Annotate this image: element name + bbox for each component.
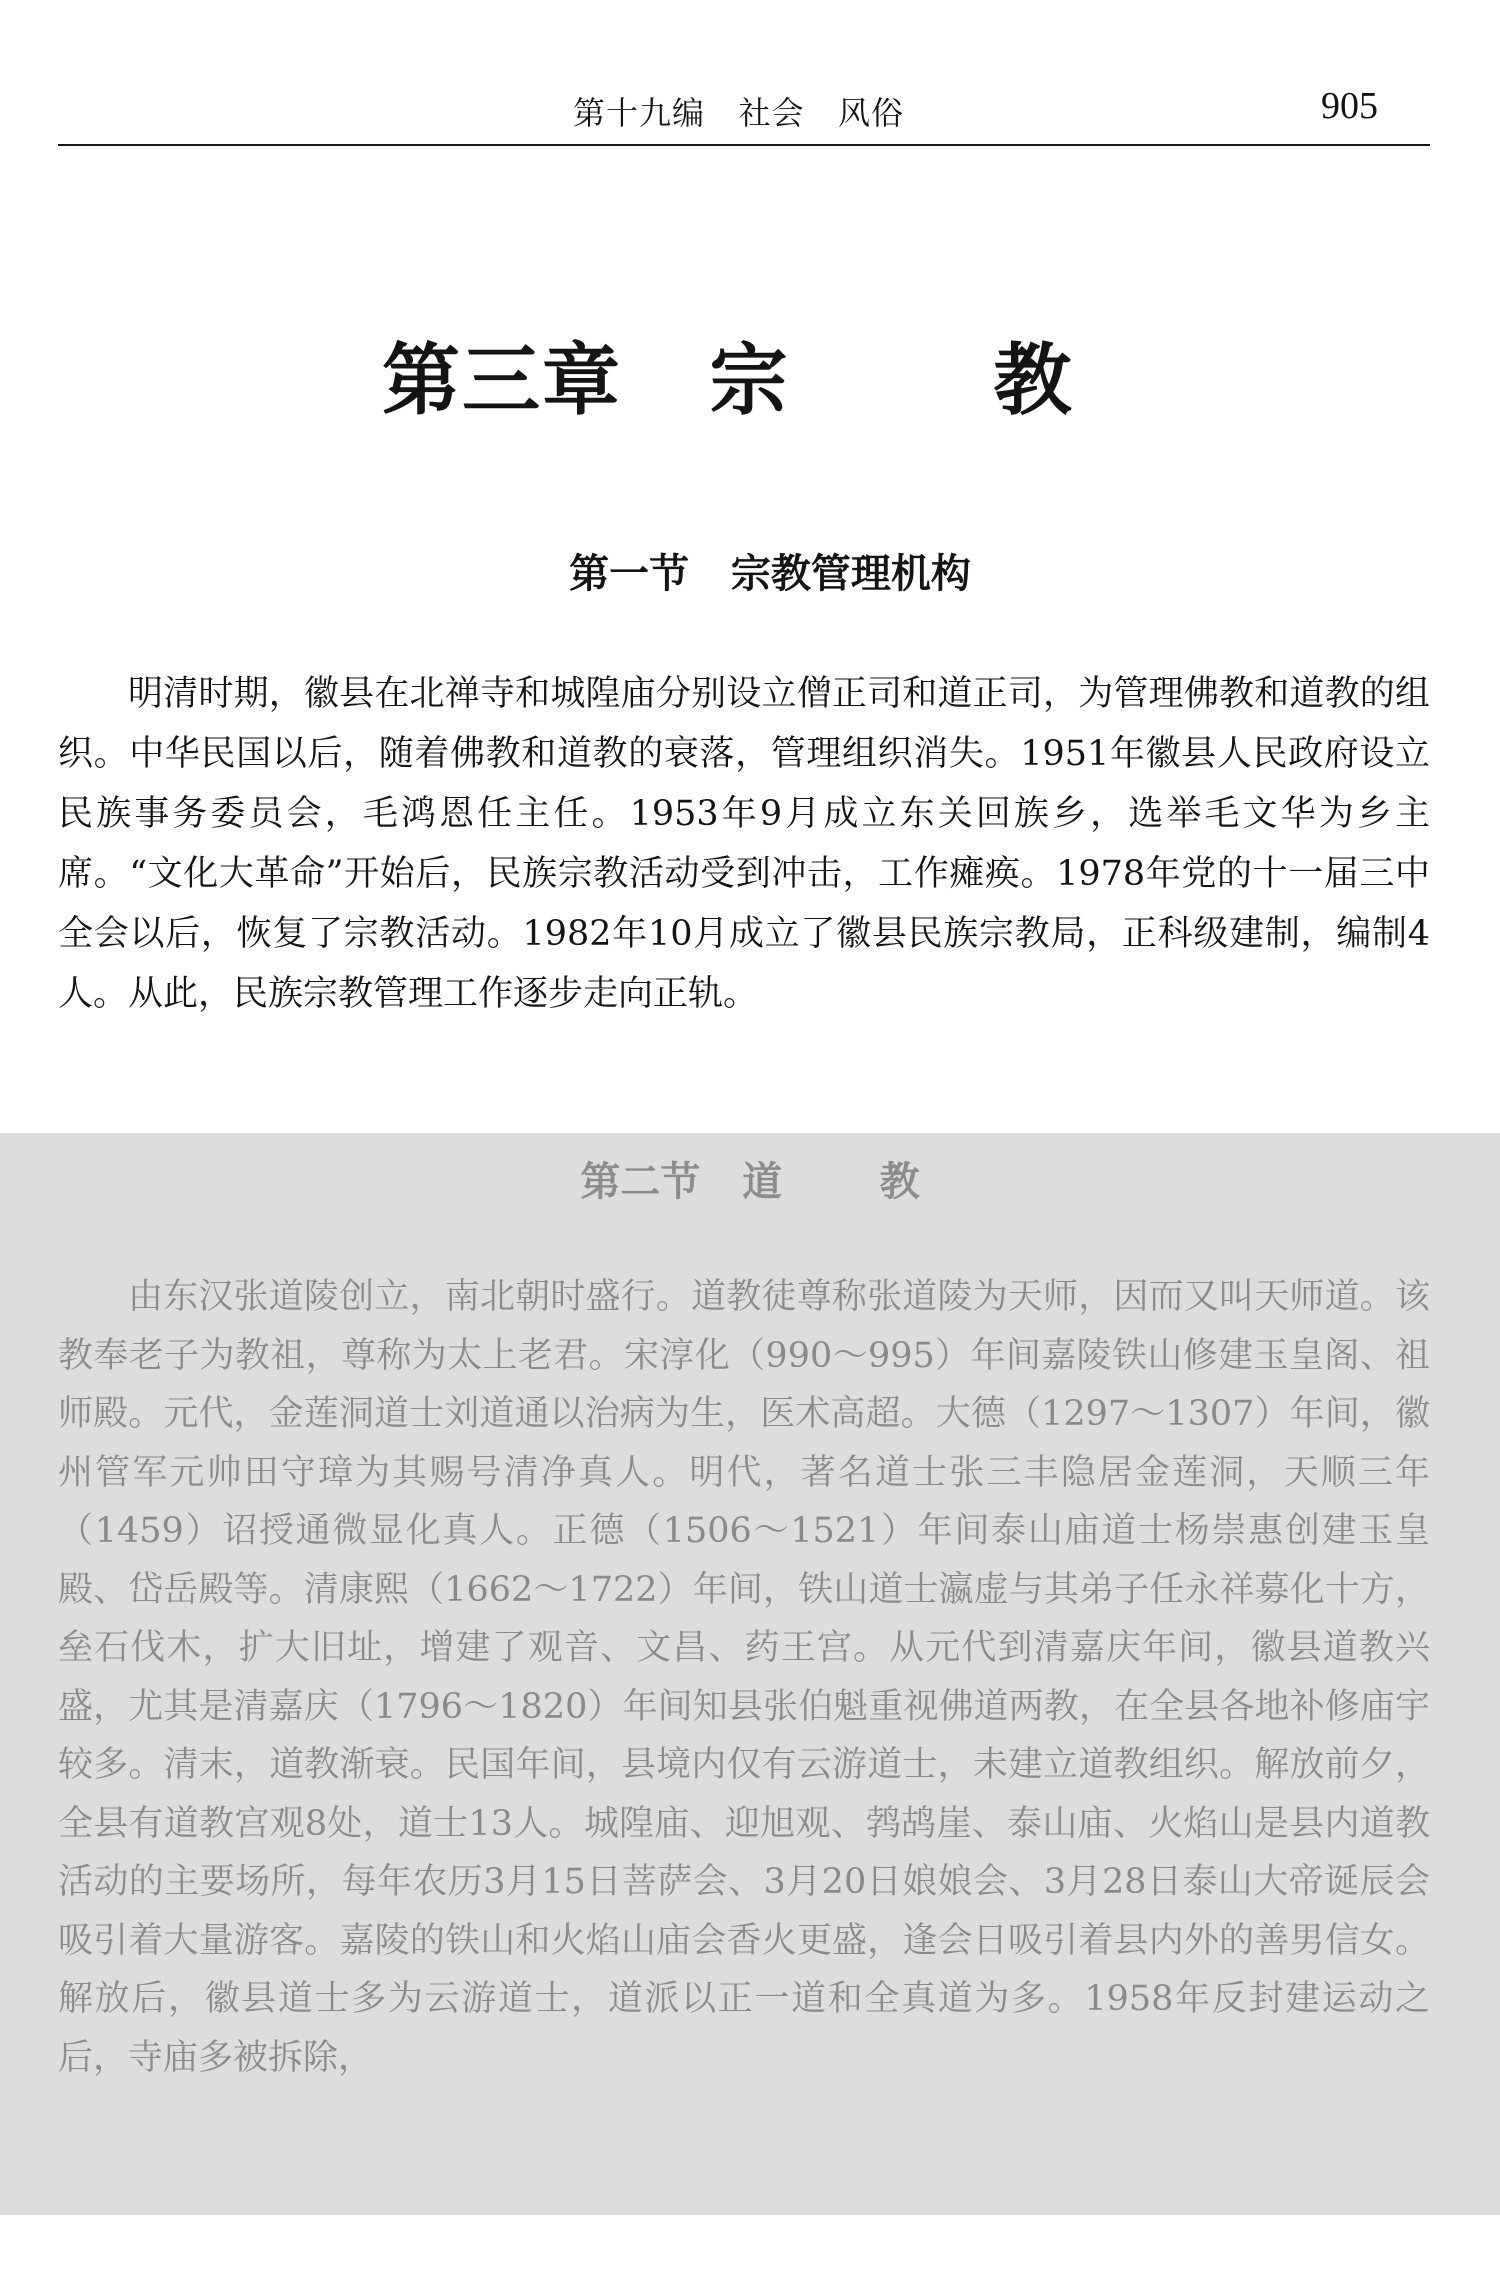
section-title-management: 第一节 宗教管理机构	[569, 551, 971, 597]
chapter-title: 第三章 宗 教	[382, 335, 1074, 426]
running-title: 第十九编 社会 风俗	[573, 94, 905, 132]
section-paragraph-management: 明清时期，徽县在北禅寺和城隍庙分别设立僧正司和道正司，为管理佛教和道教的组织。中华民国以后，随着佛教和道教的衰落，管理组织消失。1951年徽县人民政府设立民族事务委员会，毛鸿恩任主任。1953年9月成立东关回族乡，选举毛文华为乡主席。“文化大革命”开始后，民族宗教活动受到冲击，工作瘫痪。1978年党的十一届三中全会以后，恢复了宗教活动。1982年10月成立了徽县民族宗教局，正科级建制，编制4人。从此，民族宗教管理工作逐步走向正轨。	[58, 674, 1430, 1014]
page-number: 905	[1321, 85, 1378, 127]
page-header	[58, 78, 1430, 146]
section-paragraph-taoism: 由东汉张道陵创立，南北朝时盛行。道教徒尊称张道陵为天师，因而又叫天师道。该教奉老子为教祖，尊称为太上老君。宋淳化（990～995）年间嘉陵铁山修建玉皇阁、祖师殿。元代，金莲洞道士刘道通以治病为生，医术高超。大德（1297～1307）年间，徽州管军元帅田守璋为其赐号清净真人。明代，著名道士张三丰隐居金莲洞，天顺三年（1459）诏授通微显化真人。正德（1506～1521）年间泰山庙道士杨崇惠创建玉皇殿、岱岳殿等。清康熙（1662～1722）年间，铁山道士瀛虚与其弟子任永祥募化十方，垒石伐木，扩大旧址，增建了观音、文昌、药王宫。从元代到清嘉庆年间，徽县道教兴盛，尤其是清嘉庆（1796～1820）年间知县张伯魁重视佛道两教，在全县各地补修庙宇较多。清末，道教渐衰。民国年间，县境内仅有云游道士，未建立道教组织。解放前夕，全县有道教宫观8处，道士13人。城隍庙、迎旭观、鹁鸪崖、泰山庙、火焰山是县内道教活动的主要场所，每年农历3月15日菩萨会、3月20日娘娘会、3月28日泰山大帝诞辰会吸引着大量游客。嘉陵的铁山和火焰山庙会香火更盛，逢会日吸引着县内外的善男信女。解放后，徽县道士多为云游道士，道派以正一道和全真道为多。1958年反封建运动之后，寺庙多被拆除，	[58, 1277, 1430, 2078]
section-title-taoism: 第二节 道 教	[580, 1159, 920, 1205]
